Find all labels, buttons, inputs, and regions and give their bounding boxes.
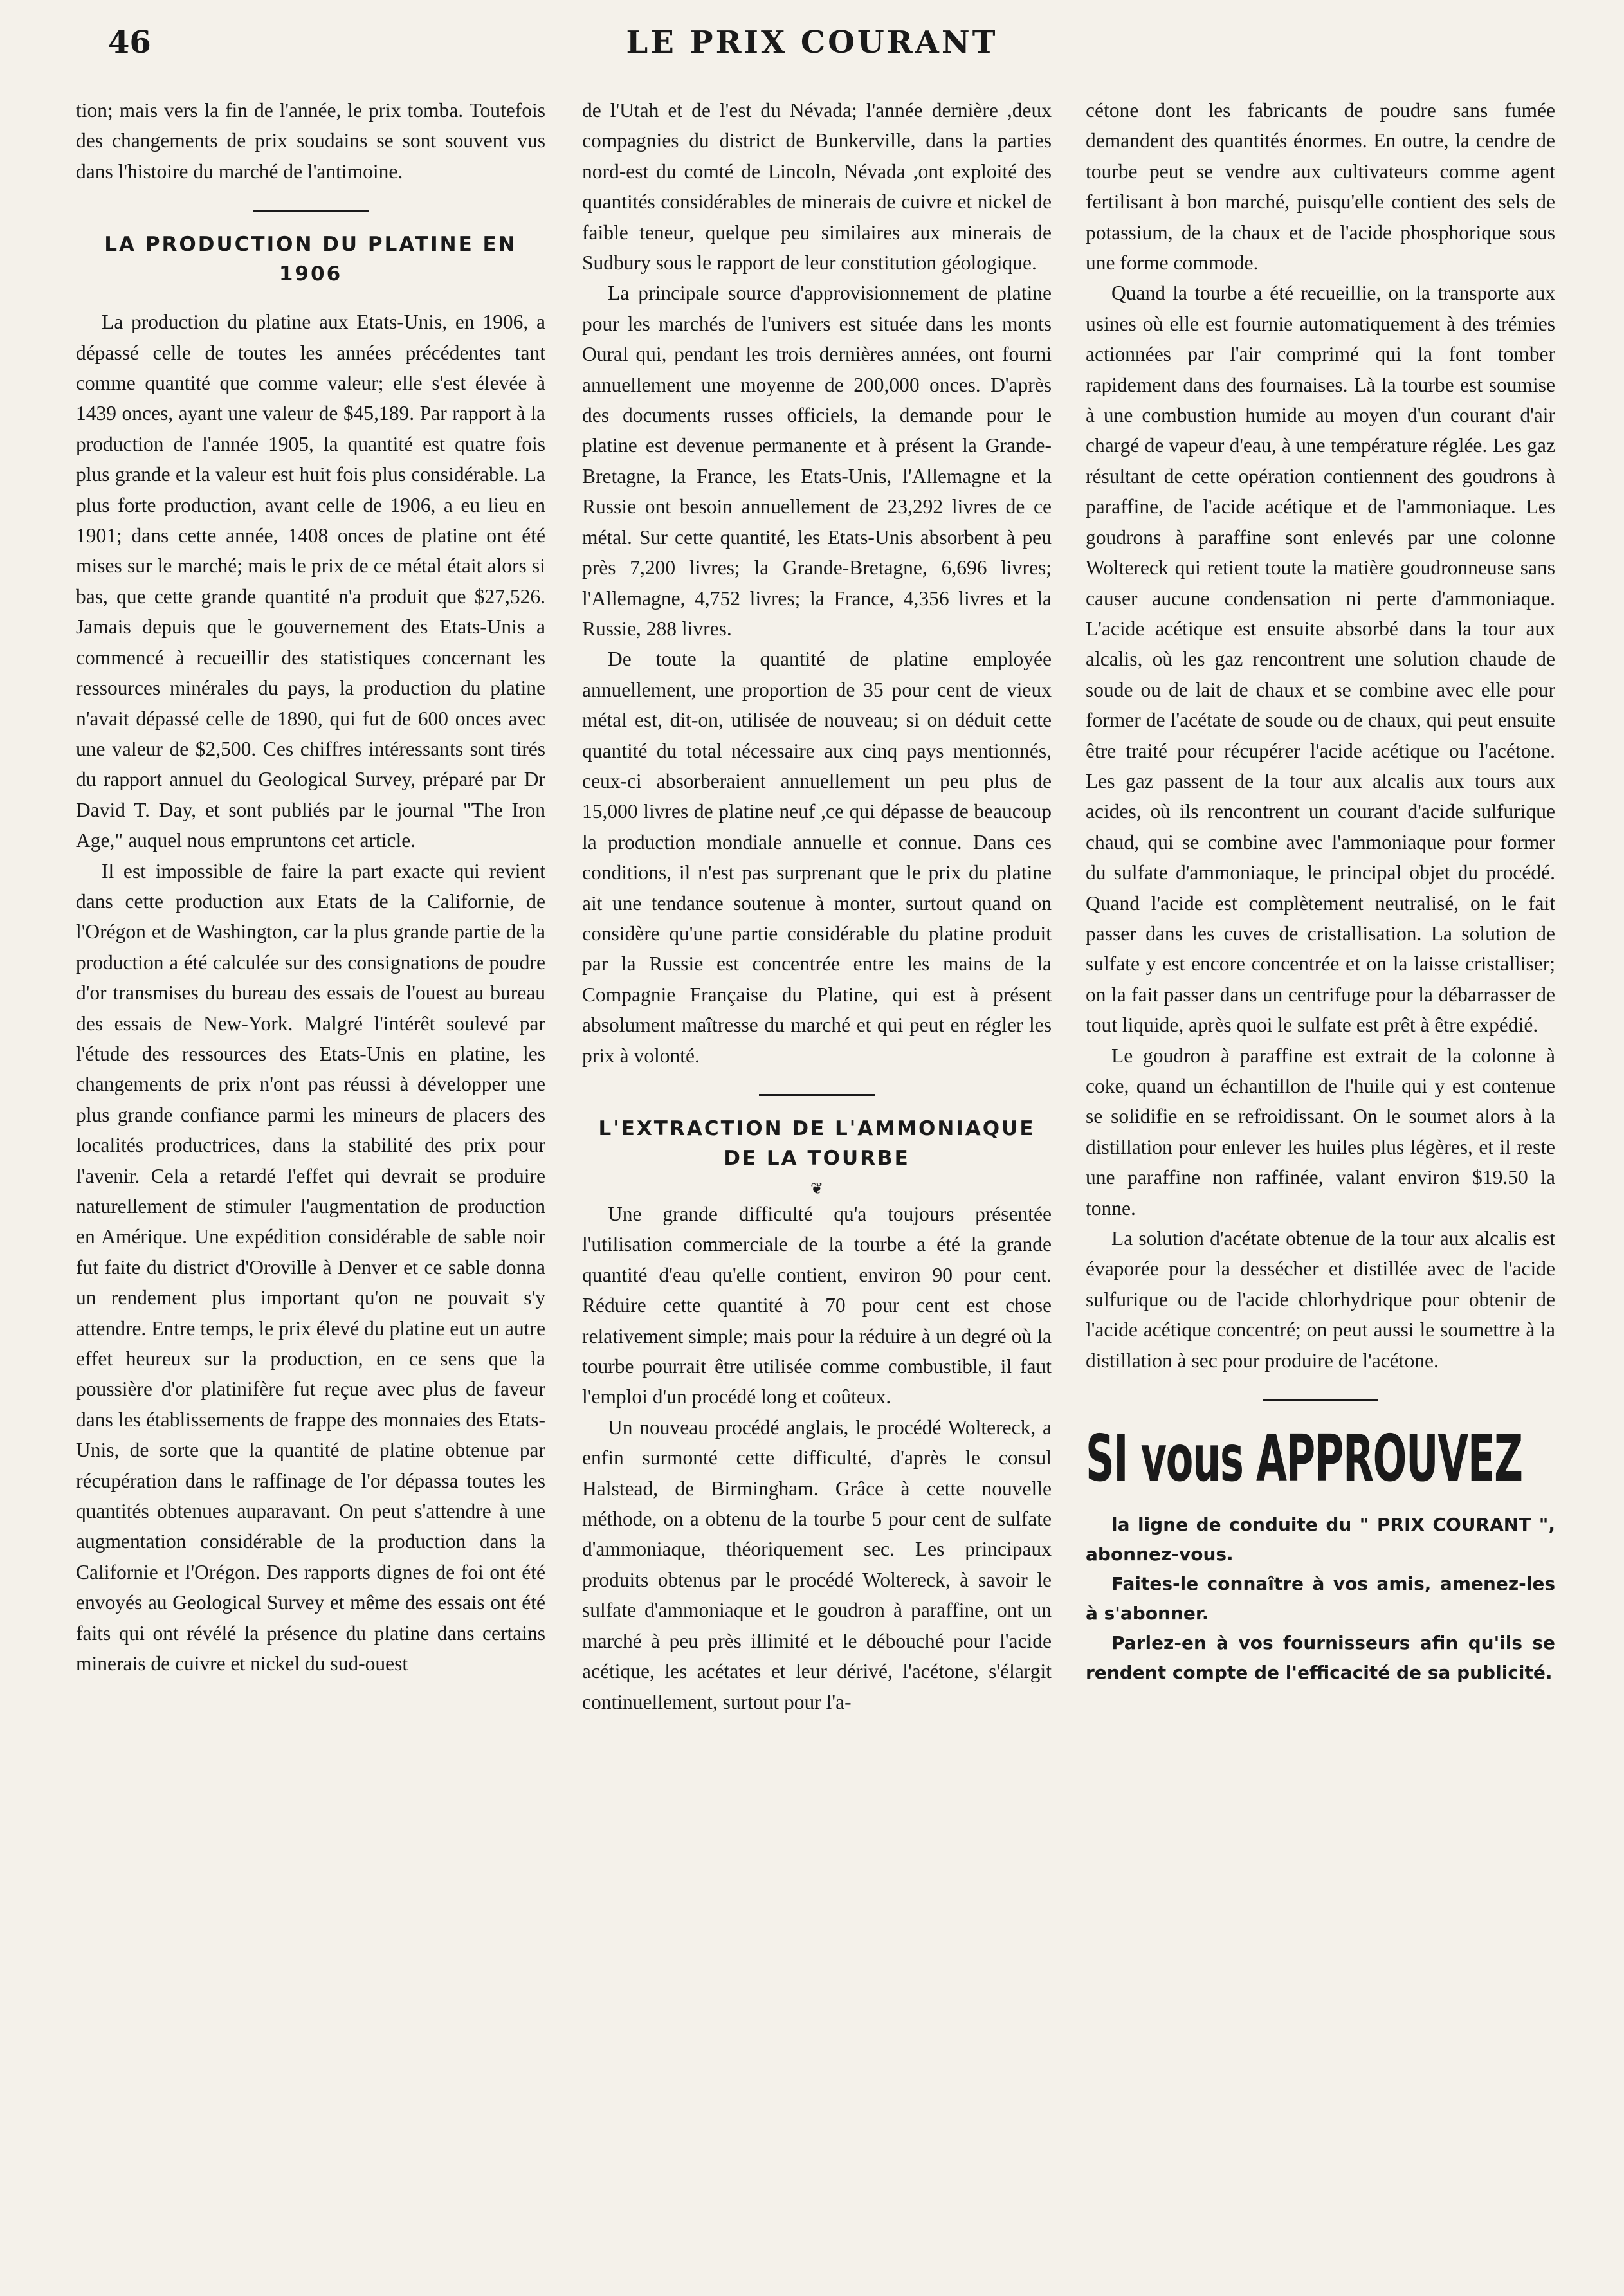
paragraph: de l'Utah et de l'est du Névada; l'année dernière ,deux compagnies du district de Bunkerville, dans la parties nord-est du comté de Lincoln, Névada ,ont exploité des quantités considérables de minerais de cuivre et nickel de faible teneur, quelque peu similaires aux minerais de Sudbury sous le rapport de leur constitution géologique. [582,99,1052,275]
ornament-icon: ❦ [810,1181,824,1198]
paragraph: La production du platine aux Etats-Unis, en 1906, a dépassé celle de toutes les années précédentes tant comme quantité que comme valeur; elle s'est élevée à 1439 onces, ayant une valeur de $45,189. Par rapport à la production de l'année 1905, la quantité est quatre fois plus grande et la valeur est huit fois plus considérable. La plus forte production, avant celle de 1906, a eu lieu en 1901; dans cette année, 1408 onces de platine ont été mises sur le marché; mais le prix de ce métal était alors si bas, que cette grande quantité n'a produit que $27,526. Jamais depuis que le gouvernement des Etats-Unis a commencé à recueillir des statistiques concernant les ressources minérales du pays, la production du platine n'avait dépassé celle de 1890, qui fut de 600 onces avec une valeur de $2,500. Ces chiffres intéressants sont tirés du rapport annuel du Geological Survey, préparé par Dr David T. Day, et sont publiés par le journal "The Iron Age," auquel nous empruntons cet article. [76,311,545,852]
advert-line: la ligne de conduite du " PRIX COURANT ", abonnez-vous. [1086,1514,1555,1565]
column-1 [76,95,545,2256]
column-2 [582,95,1052,2256]
advert-line: Parlez-en à vos fournisseurs afin qu'ils se rendent compte de l'efficacité de sa publicité. [1086,1632,1555,1684]
paragraph: Il est impossible de faire la part exacte qui revient dans cette production aux Etats de la Californie, de l'Orégon et de Washington, car la plus grande partie de la production a été calculée sur des consignations de poudre d'or transmises du bureau des essais de l'ouest au bureau des essais de New-York. Malgré l'intérêt soulevé par l'étude des ressources des Etats-Unis en platine, les changements de prix n'ont pas réussi à développer une plus grande confiance parmi les mineurs de placers des localités productrices, dans la stabilité des prix pour l'avenir. Cela a retardé l'effet qui devrait se produire naturellement de stimuler l'augmentation de production en Amérique. Une expédition considérable de sable noir fut faite du district d'Oroville à Denver et ce sable donna un rendement plus important qu'on ne pouvait s'y attendre. Entre temps, le prix élevé du platine eut un autre effet heureux sur la production, en ce sens que la poussière d'or platinifère fut reçue avec plus de faveur dans les établissements de frappe des monnaies des Etats-Unis, de sorte que la quantité de platine obtenue par récupération dans le raffinage de l'or dépassa toutes les quantités obtenues auparavant. On peut s'attendre à une augmentation considérable de la production dans la Californie et l'Orégon. Des rapports dignes de foi ont été envoyés au Geological Survey et même des essais ont été faits qui ont révélé la présence du platine dans certains minerais de cuivre et nickel du sud-ouest [76,859,545,1675]
section-divider [759,1094,875,1096]
section-divider [1263,1399,1378,1401]
paragraph: Le goudron à paraffine est extrait de la colonne à coke, quand un échantillon de l'huile qui y est contenue se solidifie en se refroidissant. On le soumet alors à la distillation pour enlever les huiles plus légères, et il reste une paraffine non raffinée, valant environ $19.50 la tonne. [1086,1044,1555,1219]
column-3 [1086,95,1555,2256]
advert-title: SI vous APPROUVEZ [1086,1421,1522,1497]
paragraph: Quand la tourbe a été recueillie, on la transporte aux usines où elle est fournie automatiquement à des trémies actionnées par l'air comprimé qui la font tomber rapidement dans des fournaises. Là la tourbe est soumise à une combustion humide au moyen d'un courant d'air chargé de vapeur d'eau, à une température réglée. Les gaz résultant de cette opération contiennent des goudrons à paraffine, de l'acide acétique et de l'ammoniaque. Les goudrons à paraffine sont enlevés par une colonne Woltereck qui retient toute la matière goudronneuse sans causer aucune condensation ni perte d'ammoniaque. L'acide acétique est ensuite absorbé dans la tour aux alcalis, où les gaz rencontrent une solution chaude de soude ou de lait de chaux et se combine avec elle pour former de l'acétate de soude ou de chaux, qui peut ensuite être traité pour récupérer l'acide acétique ou l'acétone. Les gaz passent de la tour aux alcalis aux tours aux acides, où ils rencontrent un courant d'acide sulfurique chaud, qui se combine avec l'ammoniaque pour former du sulfate d'ammoniaque, le principal objet du procédé. Quand l'acide est complètement neutralisé, on le fait passer dans les cuves de cristallisation. La solution de sulfate y est encore concentrée et on la laisse cristalliser; on la fait passer dans un centrifuge pour la débarrasser de tout liquide, après quoi le sulfate est prêt à être expédié. [1086,282,1555,1037]
page-header [0,24,1624,69]
advertisement [1086,1420,1555,1688]
paragraph-antimony: tion; mais vers la fin de l'année, le prix tomba. Toutefois des changements de prix soudains se sont souvent vus dans l'histoire du marché de l'antimoine. [76,99,545,183]
section-divider [253,210,369,212]
paragraph: cétone dont les fabricants de poudre sans fumée demandent des quantités énormes. En outre, la cendre de tourbe peut se vendre aux cultivateurs comme agent fertilisant à bon marché, puisqu'elle contient des sels de potassium, de la chaux et de l'acide phosphorique sous une forme commode. [1086,99,1555,275]
paragraph: De toute la quantité de platine employée annuellement, une proportion de 35 pour cent de vieux métal est, dit-on, utilisée de nouveau; si on déduit cette quantité du total nécessaire aux cinq pays mentionnés, ceux-ci absorberaient annuellement un peu plus de 15,000 livres de platine neuf ,ce qui dépasse de beaucoup la production mondiale annuelle et connue. Dans ces conditions, il n'est pas surprenant que le prix du platine ait une tendance soutenue à monter, surtout quand on considère qu'une partie considérable du platine produit par la Russie est concentrée entre les mains de la Compagnie Française du Platine, qui est à présent absolument maîtresse du marché et qui peut en régler les prix à volonté. [582,648,1052,1067]
journal-title: LE PRIX COURANT [626,24,998,60]
article-title-ammoniaque: L'EXTRACTION DE L'AMMONIAQUE DE LA TOURBE [598,1117,1036,1170]
paragraph: La principale source d'approvisionnement de platine pour les marchés de l'univers est située dans les monts Oural qui, pendant les trois dernières années, ont fourni annuellement une moyenne de 200,000 onces. D'après des documents russes officiels, la demande pour le platine est devenue permanente et à présent la Grande-Bretagne, la France, les Etats-Unis, l'Allemagne et la Russie ont besoin annuellement de 23,292 livres de ce métal. Sur cette quantité, les Etats-Unis absorbent à peu près 7,200 livres; la Grande-Bretagne, 6,696 livres; l'Allemagne, 4,752 livres; la France, 4,356 livres et la Russie, 288 livres. [582,282,1052,640]
paragraph: La solution d'acétate obtenue de la tour aux alcalis est évaporée pour la dessécher et distillée avec de l'acide sulfurique ou de l'acide chlorhydrique pour obtenir de l'acide acétique concentré; on peut aussi le soumettre à la distillation à sec pour produire de l'acétone. [1086,1227,1555,1372]
advert-line: Faites-le connaître à vos amis, amenez-les à s'abonner. [1086,1573,1555,1625]
article-title-platine: LA PRODUCTION DU PLATINE EN 1906 [104,233,517,286]
paragraph: Un nouveau procédé anglais, le procédé Woltereck, a enfin surmonté cette difficulté, d'après le consul Halstead, de Birmingham. Grâce à cette nouvelle méthode, on a obtenu de la tourbe 5 pour cent de sulfate d'ammoniaque, théoriquement sec. Les principaux produits obtenus par le procédé Woltereck, à savoir le sulfate d'ammoniaque et le goudron à paraffine, ont un marché à peu près illimité et le débouché pour l'acide acétique, les acétates et leur dérivé, l'acétone, s'élargit continuellement, surtout pour l'a- [582,1416,1052,1713]
paragraph: Une grande difficulté qu'a toujours présentée l'utilisation commerciale de la tourbe a été la grande quantité d'eau qu'elle contient, environ 90 pour cent. Réduire cette quantité à 70 pour cent est chose relativement simple; mais pour la réduire à un degré où la tourbe pourrait être utilisée comme combustible, il faut l'emploi d'un procédé long et coûteux. [582,1203,1052,1408]
page-number: 46 [108,24,151,60]
